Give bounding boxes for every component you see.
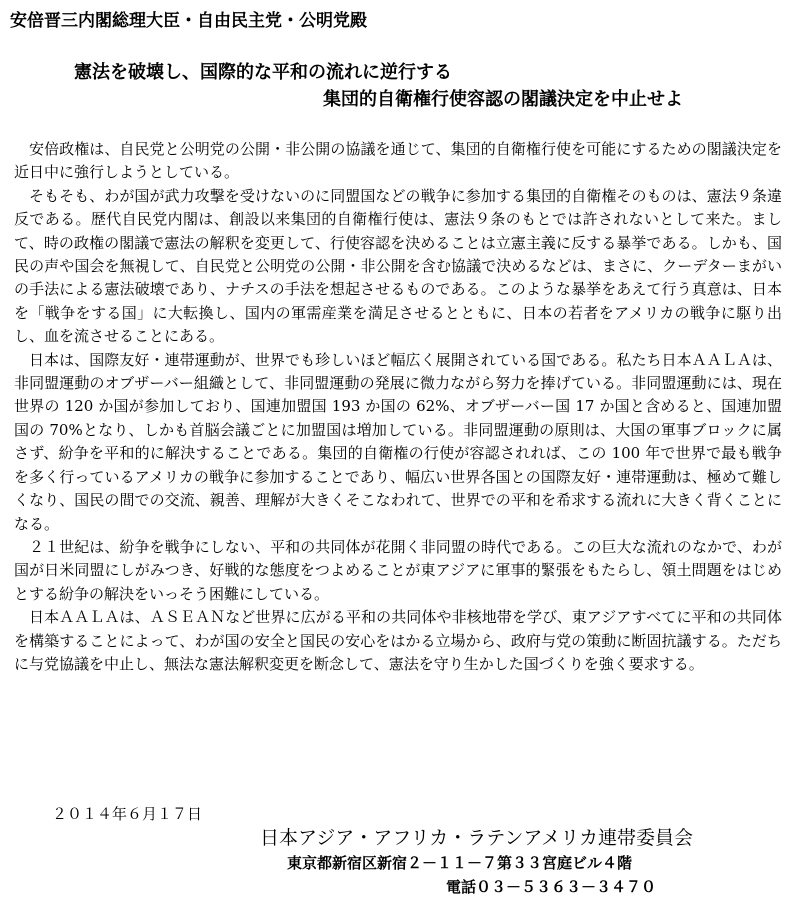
paragraph-2: そもそも、わが国が武力攻撃を受けないのに同盟国などの戦争に参加する集団的自衛権そのものは、憲法９条違反である。歴代自民党内閣は、創設以来集団的自衛権行使は、憲法９条のもとでは許されないとして来た。まして、時の政権の閣議で憲法の解釈を変更して、行使容認を決めることは立憲主義に反する暴挙である。しかも、国民の声や国会を無視して、自民党と公明党の公開・非公開を含む協議で決めるなどは、まさに、クーデターまがいの手法による憲法破壊であり、ナチスの手法を想起させるものである。このような暴挙をあえて行う真意は、日本を「戦争をする国」に大転換し、国内の軍需産業を満足させるとともに、日本の若者をアメリカの戦争に駆り出し、血を流させることにある。 [14, 186, 782, 346]
organization-address: 東京都新宿区新宿２－１１－７第３３宮庭ビル４階 [287, 854, 633, 872]
statement-body [14, 138, 782, 676]
paragraph-4: ２１世紀は、紛争を戦争にしない、平和の共同体が花開く非同盟の時代である。この巨大な流れのなかで、わが国が日米同盟にしがみつき、好戦的な態度をつよめることが東アジアに軍事的緊張をもたらし、領土問題をはじめとする紛争の解決をいっそう困難にしている。 [14, 537, 782, 603]
statement-date: ２０１４年６月１７日 [52, 805, 203, 823]
organization-name: 日本アジア・アフリカ・ラテンアメリカ連帯委員会 [260, 827, 694, 849]
title-line-2: 集団的自衛権行使容認の閣議決定を中止せよ [323, 89, 683, 110]
title-line-1: 憲法を破壊し、国際的な平和の流れに逆行する [74, 62, 452, 83]
organization-phone: 電話０３－５３６３－３４７０ [446, 878, 657, 896]
paragraph-1: 安倍政権は、自民党と公明党の公開・非公開の協議を通じて、集団的自衛権行使を可能にするための閣議決定を近日中に強行しようとしている。 [14, 140, 782, 182]
paragraph-3: 日本は、国際友好・連帯運動が、世界でも珍しいほど幅広く展開されている国である。私たち日本ＡＡＬＡは、非同盟運動のオブザーバー組織として、非同盟運動の発展に微力ながら努力を捧げている。非同盟運動には、現在世界の 120 か国が参加しており、国連加盟国 193 か国の 62%、オブザーバー国 17 か国と含めると、国連加盟国の 70%となり、しかも首脳会議ごとに加盟国は増加している。非同盟運動の原則は、大国の軍事ブロックに属さず、紛争を平和的に解決することである。集団的自衛権の行使が容認されれば、この 100 年で世界で最も戦争を多く行っているアメリカの戦争に参加することであり、幅広い世界各国との国際友好・連帯運動は、極めて難しくなり、国民の間での交流、親善、理解が大きくそこなわれて、世界での平和を希求する流れに大きく背くことになる。 [14, 350, 782, 533]
paragraph-5: 日本ＡＡＬＡは、ＡＳＥＡＮなど世界に広がる平和の共同体や非核地帯を学び、東アジアすべてに平和の共同体を構築することによって、わが国の安全と国民の安心をはかる立場から、政府与党の策動に断固抗議する。ただちに与党協議を中止し、無法な憲法解釈変更を断念して、憲法を守り生かした国づくりを強く要求する。 [14, 608, 782, 673]
addressee: 安倍晋三内閣総理大臣・自由民主党・公明党殿 [10, 11, 367, 31]
